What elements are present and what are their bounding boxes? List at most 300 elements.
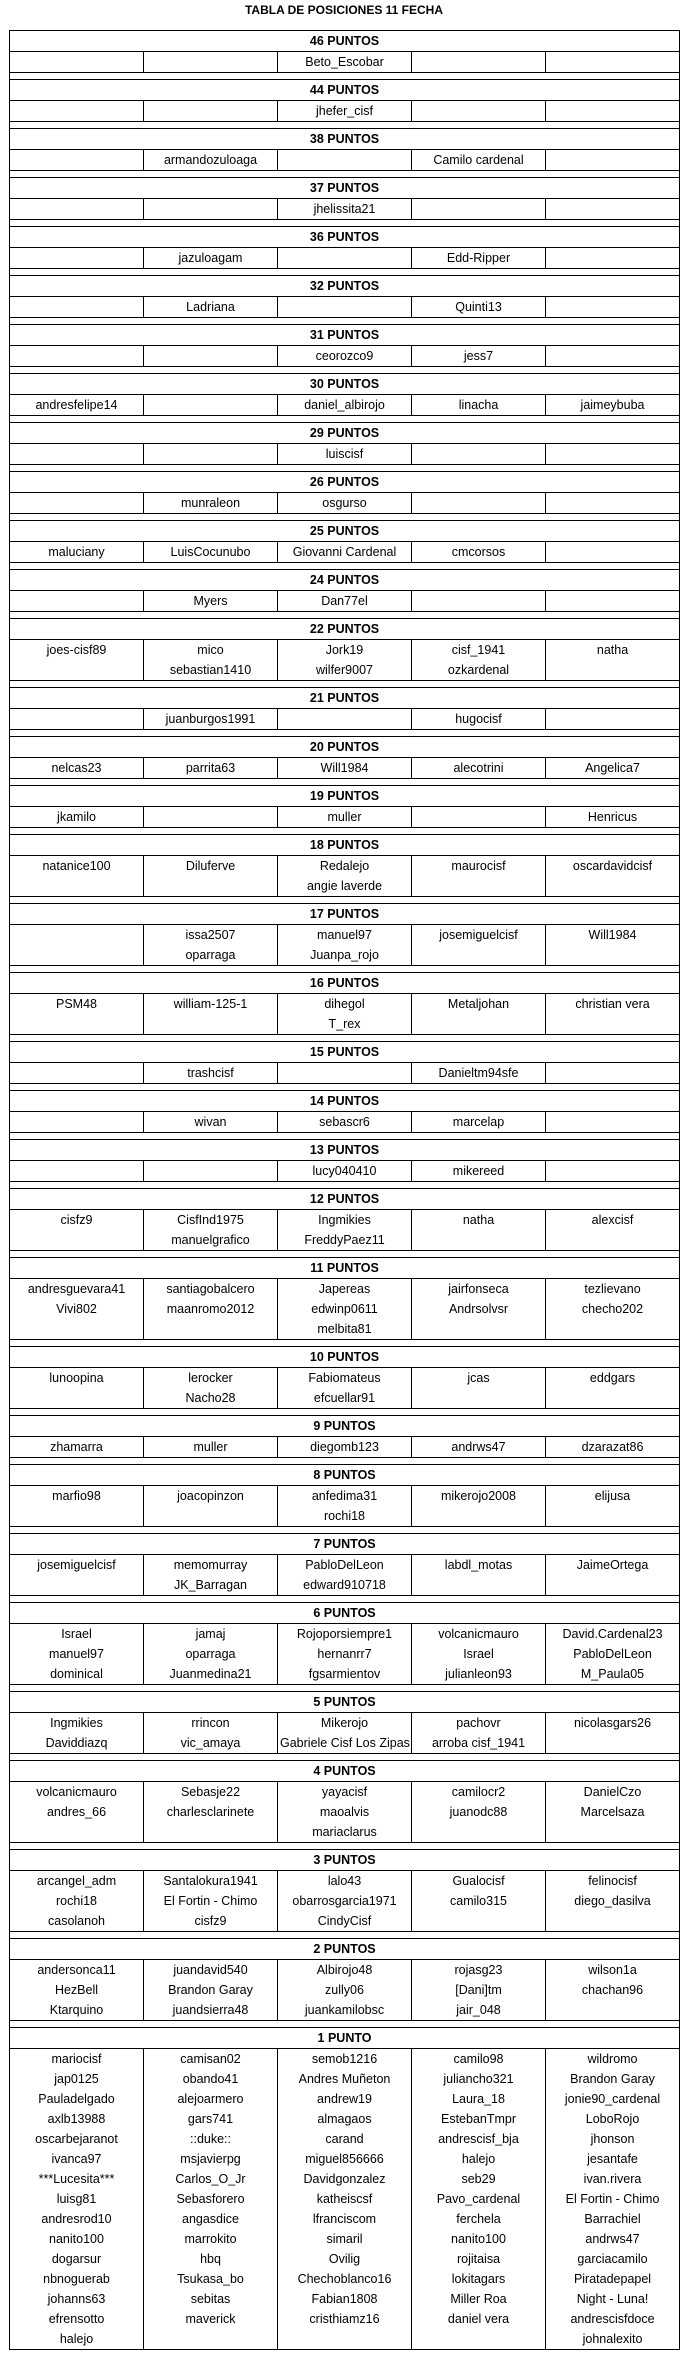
points-header: 8 PUNTOS [10, 1465, 680, 1486]
player-cell: juankamilobsc [278, 2000, 412, 2021]
player-cell: JaimeOrtega [546, 1555, 680, 1576]
group-separator [10, 966, 680, 973]
table-row [10, 1319, 680, 1340]
table-row [10, 297, 680, 318]
player-cell [412, 876, 546, 897]
player-cell: Metaljohan [412, 994, 546, 1015]
player-cell: Dan77el [278, 591, 412, 612]
group-separator-cell [10, 730, 680, 737]
group-separator [10, 318, 680, 325]
player-cell [10, 1230, 144, 1251]
group-separator [10, 563, 680, 570]
table-row [10, 248, 680, 269]
player-cell: osgurso [278, 493, 412, 514]
player-cell: andrescisfdoce [546, 2309, 680, 2329]
player-cell: sebascr6 [278, 1112, 412, 1133]
player-cell: seb29 [412, 2169, 546, 2189]
player-cell: parrita63 [144, 758, 278, 779]
player-cell [10, 660, 144, 681]
table-row [10, 1575, 680, 1596]
group-separator [10, 2021, 680, 2028]
table-row [10, 2249, 680, 2269]
player-cell: eddgars [546, 1368, 680, 1389]
points-header: 16 PUNTOS [10, 973, 680, 994]
group-separator-cell [10, 367, 680, 374]
player-cell: andresrod10 [10, 2209, 144, 2229]
player-cell: rojitaisa [412, 2249, 546, 2269]
player-cell: nicolasgars26 [546, 1713, 680, 1734]
player-cell: Diluferve [144, 856, 278, 877]
player-cell: natanice100 [10, 856, 144, 877]
player-cell: FreddyPaez11 [278, 1230, 412, 1251]
player-cell [10, 52, 144, 73]
player-cell [412, 444, 546, 465]
group-separator-cell [10, 465, 680, 472]
player-cell: maurocisf [412, 856, 546, 877]
player-cell [412, 1506, 546, 1527]
points-header: 2 PUNTOS [10, 1939, 680, 1960]
player-cell: wilson1a [546, 1960, 680, 1981]
points-header-row [10, 786, 680, 807]
group-separator-cell [10, 612, 680, 619]
group-separator [10, 897, 680, 904]
points-header: 22 PUNTOS [10, 619, 680, 640]
player-cell: cisf_1941 [412, 640, 546, 661]
group-separator [10, 612, 680, 619]
player-cell: andresguevara41 [10, 1279, 144, 1300]
player-cell [546, 150, 680, 171]
player-cell: ivanca97 [10, 2149, 144, 2169]
player-cell: linacha [412, 395, 546, 416]
player-cell: EstebanTmpr [412, 2109, 546, 2129]
group-separator [10, 1527, 680, 1534]
player-cell [278, 297, 412, 318]
player-cell: jhefer_cisf [278, 101, 412, 122]
points-header-row [10, 688, 680, 709]
player-cell [546, 2000, 680, 2021]
points-header: 7 PUNTOS [10, 1534, 680, 1555]
player-cell: wildromo [546, 2049, 680, 2070]
table-row [10, 1161, 680, 1182]
player-cell: william-125-1 [144, 994, 278, 1015]
group-separator-cell [10, 1458, 680, 1465]
player-cell: miguel856666 [278, 2149, 412, 2169]
group-separator [10, 220, 680, 227]
player-cell: Quinti13 [412, 297, 546, 318]
points-header-row [10, 1042, 680, 1063]
player-cell [10, 1319, 144, 1340]
player-cell [278, 248, 412, 269]
points-header: 20 PUNTOS [10, 737, 680, 758]
points-header: 17 PUNTOS [10, 904, 680, 925]
group-separator-cell [10, 1596, 680, 1603]
points-header-row [10, 1850, 680, 1871]
points-header: 29 PUNTOS [10, 423, 680, 444]
points-header-row [10, 1258, 680, 1279]
player-cell [412, 1319, 546, 1340]
table-row [10, 346, 680, 367]
table-row [10, 2289, 680, 2309]
group-separator [10, 367, 680, 374]
player-cell [546, 591, 680, 612]
player-cell: efrensotto [10, 2309, 144, 2329]
player-cell: alexcisf [546, 1210, 680, 1231]
player-cell: juandsierra48 [144, 2000, 278, 2021]
player-cell: Pavo_cardenal [412, 2189, 546, 2209]
player-cell: johnalexito [546, 2329, 680, 2350]
player-cell: rochi18 [278, 1506, 412, 1527]
player-cell [144, 395, 278, 416]
player-cell [546, 1506, 680, 1527]
player-cell [412, 1014, 546, 1035]
table-row [10, 1980, 680, 2000]
player-cell: Ktarquino [10, 2000, 144, 2021]
player-cell [546, 709, 680, 730]
table-row [10, 945, 680, 966]
player-cell: anfedima31 [278, 1486, 412, 1507]
group-separator-cell [10, 1251, 680, 1258]
player-cell: jairfonseca [412, 1279, 546, 1300]
player-cell: Angelica7 [546, 758, 680, 779]
player-cell: axlb13988 [10, 2109, 144, 2129]
points-header-row [10, 227, 680, 248]
points-header-row [10, 1416, 680, 1437]
player-cell: obarrosgarcia1971 [278, 1891, 412, 1911]
player-cell: LuisCocunubo [144, 542, 278, 563]
player-cell [412, 2329, 546, 2350]
player-cell: Edd-Ripper [412, 248, 546, 269]
player-cell [10, 591, 144, 612]
points-header: 30 PUNTOS [10, 374, 680, 395]
player-cell: semob1216 [278, 2049, 412, 2070]
player-cell: oparraga [144, 1644, 278, 1664]
points-header: 15 PUNTOS [10, 1042, 680, 1063]
player-cell: camisan02 [144, 2049, 278, 2070]
player-cell: diegomb123 [278, 1437, 412, 1458]
player-cell: lokitagars [412, 2269, 546, 2289]
points-header-row [10, 1761, 680, 1782]
player-cell: David.Cardenal23 [546, 1624, 680, 1645]
points-header-row [10, 325, 680, 346]
player-cell [546, 1014, 680, 1035]
points-header-row [10, 1692, 680, 1713]
player-cell: hugocisf [412, 709, 546, 730]
player-cell: Piratadepapel [546, 2269, 680, 2289]
player-cell: Fabian1808 [278, 2289, 412, 2309]
group-separator-cell [10, 73, 680, 80]
points-header-row [10, 1140, 680, 1161]
player-cell [144, 1822, 278, 1843]
group-separator-cell [10, 1685, 680, 1692]
player-cell: arcangel_adm [10, 1871, 144, 1892]
player-cell: [Dani]tm [412, 1980, 546, 2000]
player-cell: cmcorsos [412, 542, 546, 563]
points-header-row [10, 835, 680, 856]
player-cell [412, 101, 546, 122]
player-cell: trashcisf [144, 1063, 278, 1084]
player-cell: maanromo2012 [144, 1299, 278, 1319]
player-cell [144, 52, 278, 73]
player-cell: daniel vera [412, 2309, 546, 2329]
group-separator-cell [10, 1182, 680, 1189]
player-cell: garciacamilo [546, 2249, 680, 2269]
table-row [10, 2309, 680, 2329]
player-cell: cristhiamz16 [278, 2309, 412, 2329]
player-cell: mariocisf [10, 2049, 144, 2070]
player-cell [546, 1319, 680, 1340]
player-cell: angie laverde [278, 876, 412, 897]
player-cell [10, 101, 144, 122]
group-separator-cell [10, 1084, 680, 1091]
player-cell: El Fortin - Chimo [144, 1891, 278, 1911]
player-cell [144, 346, 278, 367]
player-cell [546, 1733, 680, 1754]
table-row [10, 876, 680, 897]
player-cell: checho202 [546, 1299, 680, 1319]
player-cell: marfio98 [10, 1486, 144, 1507]
group-separator-cell [10, 514, 680, 521]
player-cell: almagaos [278, 2109, 412, 2129]
player-cell: camilo98 [412, 2049, 546, 2070]
player-cell [412, 1230, 546, 1251]
player-cell [412, 1822, 546, 1843]
player-cell [10, 1575, 144, 1596]
group-separator [10, 730, 680, 737]
table-row [10, 1911, 680, 1932]
player-cell: PSM48 [10, 994, 144, 1015]
player-cell: halejo [10, 2329, 144, 2350]
group-separator [10, 779, 680, 786]
player-cell [10, 493, 144, 514]
player-cell [546, 101, 680, 122]
player-cell: Henricus [546, 807, 680, 828]
player-cell: Sebasforero [144, 2189, 278, 2209]
player-cell: Camilo cardenal [412, 150, 546, 171]
player-cell: msjavierpg [144, 2149, 278, 2169]
player-cell [144, 1014, 278, 1035]
player-cell [412, 493, 546, 514]
group-separator [10, 416, 680, 423]
player-cell: Daviddiazq [10, 1733, 144, 1754]
player-cell: El Fortin - Chimo [546, 2189, 680, 2209]
player-cell [546, 248, 680, 269]
points-header-row [10, 472, 680, 493]
table-row [10, 52, 680, 73]
points-header: 46 PUNTOS [10, 31, 680, 52]
player-cell: ***Lucesita*** [10, 2169, 144, 2189]
player-cell: gars741 [144, 2109, 278, 2129]
player-cell: ferchela [412, 2209, 546, 2229]
player-cell: andrew19 [278, 2089, 412, 2109]
player-cell: Vivi802 [10, 1299, 144, 1319]
player-cell: lalo43 [278, 1871, 412, 1892]
group-separator [10, 73, 680, 80]
points-header: 38 PUNTOS [10, 129, 680, 150]
group-separator [10, 681, 680, 688]
table-row [10, 1822, 680, 1843]
group-separator-cell [10, 897, 680, 904]
player-cell [412, 945, 546, 966]
player-cell: charlesclarinete [144, 1802, 278, 1822]
player-cell: Gabriele Cisf Los Zipas [278, 1733, 412, 1754]
points-header: 1 PUNTO [10, 2028, 680, 2049]
group-separator [10, 1133, 680, 1140]
player-cell: carand [278, 2129, 412, 2149]
group-separator-cell [10, 269, 680, 276]
player-cell: Ingmikies [278, 1210, 412, 1231]
table-row [10, 1664, 680, 1685]
player-cell: manuel97 [278, 925, 412, 946]
player-cell: chachan96 [546, 1980, 680, 2000]
player-cell: edwinp0611 [278, 1299, 412, 1319]
table-row [10, 2149, 680, 2169]
group-separator-cell [10, 1133, 680, 1140]
player-cell: nbnoguerab [10, 2269, 144, 2289]
player-cell: andres_66 [10, 1802, 144, 1822]
table-row [10, 2229, 680, 2249]
player-cell [546, 945, 680, 966]
points-header-row [10, 31, 680, 52]
player-cell: ivan.rivera [546, 2169, 680, 2189]
player-cell: Ovilig [278, 2249, 412, 2269]
table-row [10, 493, 680, 514]
player-cell: arroba cisf_1941 [412, 1733, 546, 1754]
player-cell [10, 1063, 144, 1084]
table-row [10, 1112, 680, 1133]
player-cell: melbita81 [278, 1319, 412, 1340]
player-cell [10, 876, 144, 897]
player-cell: Miller Roa [412, 2289, 546, 2309]
player-cell: CisfInd1975 [144, 1210, 278, 1231]
group-separator-cell [10, 966, 680, 973]
player-cell: Andres Muñeton [278, 2069, 412, 2089]
group-separator-cell [10, 122, 680, 129]
player-cell [10, 150, 144, 171]
points-header: 37 PUNTOS [10, 178, 680, 199]
player-cell: jesantafe [546, 2149, 680, 2169]
table-row [10, 807, 680, 828]
player-cell: zully06 [278, 1980, 412, 2000]
group-separator-cell [10, 2021, 680, 2028]
player-cell: Brandon Garay [546, 2069, 680, 2089]
group-separator-cell [10, 318, 680, 325]
player-cell: Gualocisf [412, 1871, 546, 1892]
points-header-row [10, 904, 680, 925]
points-header: 19 PUNTOS [10, 786, 680, 807]
points-header-row [10, 1603, 680, 1624]
group-separator [10, 269, 680, 276]
table-row [10, 2169, 680, 2189]
player-cell [546, 876, 680, 897]
points-header-row [10, 1189, 680, 1210]
player-cell: cisfz9 [10, 1210, 144, 1231]
player-cell: labdl_motas [412, 1555, 546, 1576]
player-cell: marrokito [144, 2229, 278, 2249]
player-cell: mariaclarus [278, 1822, 412, 1843]
points-header-row [10, 129, 680, 150]
player-cell: natha [546, 640, 680, 661]
player-cell: oscarbejaranot [10, 2129, 144, 2149]
group-separator-cell [10, 1754, 680, 1761]
player-cell: Santalokura1941 [144, 1871, 278, 1892]
points-header-row [10, 973, 680, 994]
table-row [10, 2069, 680, 2089]
group-separator [10, 1182, 680, 1189]
player-cell: alejoarmero [144, 2089, 278, 2109]
player-cell: issa2507 [144, 925, 278, 946]
table-row [10, 1437, 680, 1458]
table-row [10, 2109, 680, 2129]
points-header-row [10, 374, 680, 395]
player-cell: Redalejo [278, 856, 412, 877]
player-cell: lunoopina [10, 1368, 144, 1389]
player-cell: hbq [144, 2249, 278, 2269]
group-separator [10, 171, 680, 178]
player-cell [144, 807, 278, 828]
player-cell: muller [144, 1437, 278, 1458]
player-cell: ceorozco9 [278, 346, 412, 367]
points-header: 26 PUNTOS [10, 472, 680, 493]
table-row [10, 1368, 680, 1389]
player-cell [144, 199, 278, 220]
player-cell: efcuellar91 [278, 1388, 412, 1409]
page-title: TABLA DE POSICIONES 11 FECHA [244, 3, 444, 17]
player-cell [412, 1911, 546, 1932]
player-cell: wilfer9007 [278, 660, 412, 681]
player-cell: PabloDelLeon [278, 1555, 412, 1576]
group-separator-cell [10, 1340, 680, 1347]
player-cell: muller [278, 807, 412, 828]
player-cell: Fabiomateus [278, 1368, 412, 1389]
player-cell [412, 1388, 546, 1409]
player-cell: joacopinzon [144, 1486, 278, 1507]
points-header: 31 PUNTOS [10, 325, 680, 346]
points-header-row [10, 737, 680, 758]
player-cell: PabloDelLeon [546, 1644, 680, 1664]
player-cell: Albirojo48 [278, 1960, 412, 1981]
player-cell: andrws47 [546, 2229, 680, 2249]
player-cell: Juanmedina21 [144, 1664, 278, 1685]
points-header: 32 PUNTOS [10, 276, 680, 297]
player-cell: Israel [412, 1644, 546, 1664]
player-cell: Nacho28 [144, 1388, 278, 1409]
table-row [10, 199, 680, 220]
table-row [10, 1299, 680, 1319]
player-cell: jazuloagam [144, 248, 278, 269]
player-cell: obando41 [144, 2069, 278, 2089]
points-header: 13 PUNTOS [10, 1140, 680, 1161]
table-row [10, 1014, 680, 1035]
player-cell [144, 2329, 278, 2350]
table-row [10, 2049, 680, 2070]
player-cell [144, 1506, 278, 1527]
points-header-row [10, 423, 680, 444]
table-row [10, 994, 680, 1015]
points-header: 14 PUNTOS [10, 1091, 680, 1112]
player-cell [144, 101, 278, 122]
points-header-row [10, 1347, 680, 1368]
player-cell: Andrsolvsr [412, 1299, 546, 1319]
points-header-row [10, 1465, 680, 1486]
player-cell: marcelap [412, 1112, 546, 1133]
table-row [10, 758, 680, 779]
points-header-row [10, 1534, 680, 1555]
player-cell: andresfelipe14 [10, 395, 144, 416]
player-cell: yayacisf [278, 1782, 412, 1803]
player-cell: maluciany [10, 542, 144, 563]
table-row [10, 1063, 680, 1084]
player-cell: ::duke:: [144, 2129, 278, 2149]
